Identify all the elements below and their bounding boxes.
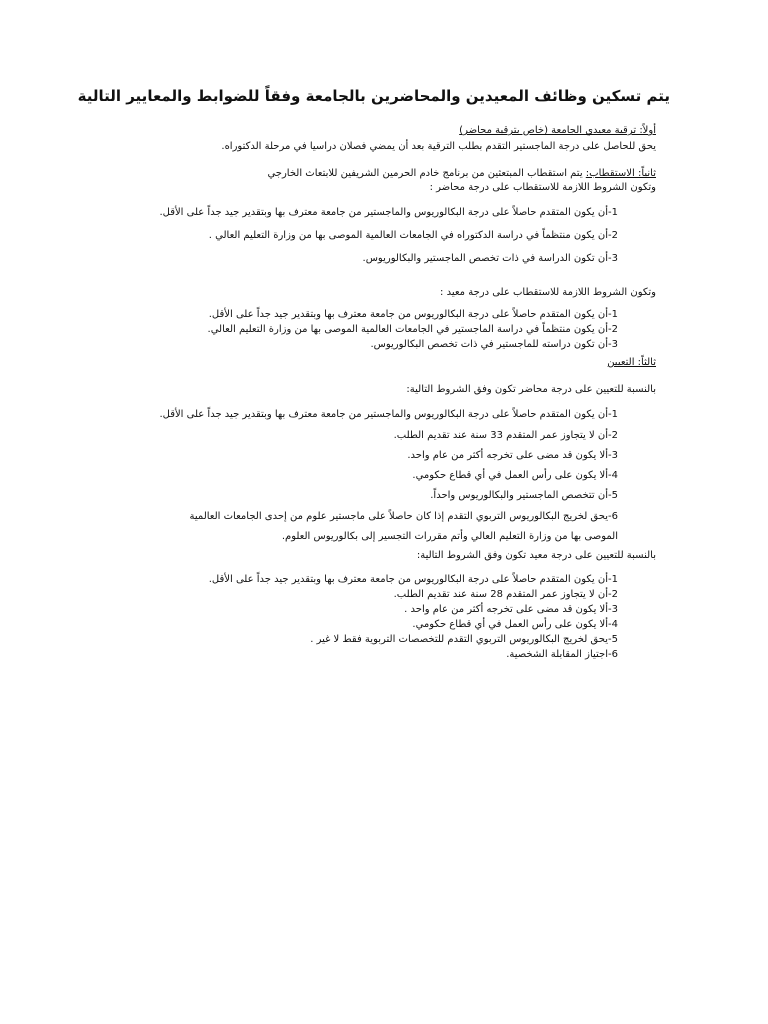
section1-body: يحق للحاصل على درجة الماجستير التقدم بطلب الترقية بعد أن يمضي فصلان دراسيا في مرحلة الدكتوراه. <box>221 141 656 152</box>
section3-lecturer-item-6-cont: الموصى بها من وزارة التعليم العالي وأتم مقررات التجسير إلى بكالوريوس العلوم. <box>281 531 618 542</box>
section2-tutor-intro: وتكون الشروط اللازمة للاستقطاب على درجة معيد : <box>440 287 656 298</box>
section3-lecturer-item-5: 5-أن تتخصص الماجستير والبكالوريوس واحداً. <box>430 490 618 501</box>
section2-lecturer-item-1: 1-أن يكون المتقدم حاصلاً على درجة البكالوريوس والماجستير من جامعة معترف بها وبتقدير جيد جداً على الأقل. <box>159 207 618 218</box>
section3-lecturer-item-3: 3-ألا يكون قد مضى على تخرجه أكثر من عام واحد. <box>407 450 618 461</box>
section3-tutor-intro: بالنسبة للتعيين على درجة معيد تكون وفق الشروط التالية: <box>416 550 656 561</box>
section2-heading-rest: يتم استقطاب المبتعثين من برنامج خادم الحرمين الشريفين للابتعاث الخارجي <box>267 168 583 179</box>
page-title: يتم تسكين وظائف المعيدين والمحاضرين بالجامعة وفقاً للضوابط والمعايير التالية <box>77 87 670 105</box>
section3-lecturer-item-2: 2-أن لا يتجاوز عمر المتقدم 33 سنة عند تقديم الطلب. <box>393 430 618 441</box>
section2-heading-line <box>267 167 656 180</box>
section2-lecturer-item-2: 2-أن يكون منتظماً في دراسة الدكتوراه في الجامعات العالمية الموصى بها من وزارة التعليم العالي . <box>208 230 618 241</box>
section3-lecturer-item-6: 6-يحق لخريج البكالوريوس التربوي التقدم إذا كان حاصلاً على ماجستير علوم من إحدى الجامعات العالمية <box>189 511 618 522</box>
section3-lecturer-item-4: 4-ألا يكون على رأس العمل في أي قطاع حكومي. <box>412 470 618 481</box>
section3-heading: ثالثاً: التعيين <box>607 357 656 368</box>
section3-tutor-item-4: 4-ألا يكون على رأس العمل في أي قطاع حكومي. <box>412 619 618 630</box>
section2-tutor-item-3: 3-أن تكون دراسته للماجستير في ذات تخصص البكالوريوس. <box>370 339 618 350</box>
section3-tutor-item-3: 3-ألا يكون قد مضى على تخرجه أكثر من عام واحد . <box>404 604 618 615</box>
section2-lecturer-item-3: 3-أن تكون الدراسة في ذات تخصص الماجستير والبكالوريوس. <box>362 253 618 264</box>
section3-tutor-item-5: 5-يحق لخريج البكالوريوس التربوي التقدم للتخصصات التربوية فقط لا غير . <box>310 634 618 645</box>
section3-tutor-item-2: 2-أن لا يتجاوز عمر المتقدم 28 سنة عند تقديم الطلب. <box>393 589 618 600</box>
section3-tutor-item-6: 6-اجتياز المقابلة الشخصية. <box>506 649 618 660</box>
section2-lecturer-intro: وتكون الشروط اللازمة للاستقطاب على درجة محاضر : <box>429 182 656 193</box>
section3-tutor-item-1: 1-أن يكون المتقدم حاصلاً على درجة البكالوريوس من جامعة معترف بها وبتقدير جيد جداً على الأقل. <box>208 574 618 585</box>
section2-heading: ثانياً: الاستقطاب: <box>585 168 656 179</box>
section3-lecturer-intro: بالنسبة للتعيين على درجة محاضر تكون وفق الشروط التالية: <box>406 384 656 395</box>
section2-tutor-item-2: 2-أن يكون منتظماً في دراسة الماجستير في الجامعات العالمية الموصى بها من وزارة التعليم العالي. <box>207 324 618 335</box>
section3-lecturer-item-1: 1-أن يكون المتقدم حاصلاً على درجة البكالوريوس والماجستير من جامعة معترف بها وبتقدير جيد جداً على الأقل. <box>159 409 618 420</box>
section2-tutor-item-1: 1-أن يكون المتقدم حاصلاً على درجة البكالوريوس من جامعة معترف بها وبتقدير جيد جداً على الأقل. <box>208 309 618 320</box>
section1-heading: أولاً: ترقية معيدي الجامعة (خاص بترقية محاضر) <box>459 125 656 136</box>
